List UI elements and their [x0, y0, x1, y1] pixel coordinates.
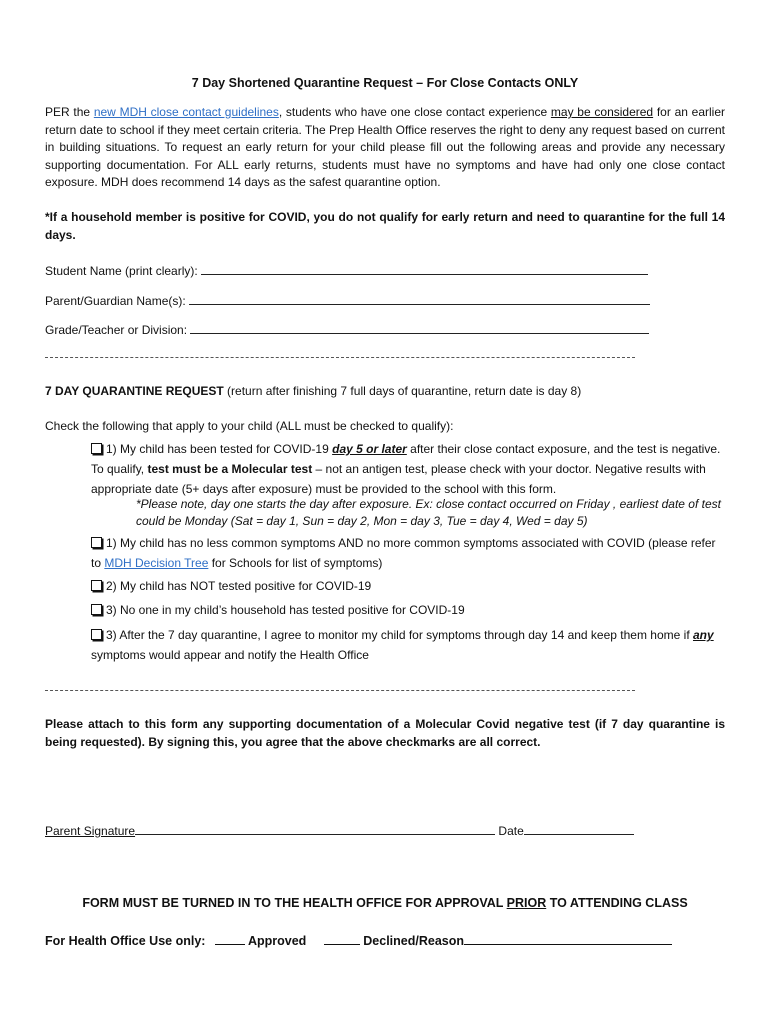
item-text: symptoms would appear and notify the Health Office	[91, 648, 369, 662]
declined-label: Declined/Reason	[363, 934, 464, 948]
mdh-guidelines-link[interactable]: new MDH close contact guidelines	[93, 105, 279, 119]
grade-teacher-label: Grade/Teacher or Division:	[45, 323, 188, 337]
grade-teacher-field[interactable]	[45, 321, 649, 337]
item-emphasis: test must be a Molecular test	[147, 462, 313, 476]
notice-text-1: FORM MUST BE TURNED IN TO THE HEALTH OFFICE FOR APPROVAL	[82, 896, 507, 910]
request-heading	[45, 383, 725, 401]
checkbox-item-molecular-test[interactable]	[91, 439, 727, 499]
student-name-label: Student Name (print clearly):	[45, 264, 198, 278]
attach-note: Please attach to this form any supporting documentation of a Molecular Covid negative test (if 7 day quarantine is being requested). By signing this, you agree that the above checkmarks are all correct.	[45, 717, 725, 749]
parent-name-field[interactable]	[45, 292, 650, 308]
item-text: 1) My child has been tested for COVID-19	[106, 442, 333, 456]
submission-notice	[0, 896, 770, 910]
separator-2	[45, 690, 635, 691]
intro-text-2: , students who have one close contact experience	[278, 105, 551, 119]
checkbox-icon[interactable]	[91, 443, 102, 454]
checkbox-item-no-symptoms[interactable]	[91, 533, 727, 573]
checkbox-item-not-positive[interactable]	[91, 576, 727, 596]
office-label: For Health Office Use only:	[45, 934, 206, 948]
form-title: 7 Day Shortened Quarantine Request – For Close Contacts ONLY	[191, 76, 579, 90]
item-text: 3) After the 7 day quarantine, I agree to monitor my child for symptoms through day 14 and keep them home if	[106, 628, 693, 642]
intro-underlined: may be considered	[550, 105, 654, 119]
reason-input[interactable]	[464, 932, 672, 945]
item-text: 3) No one in my child’s household has tested positive for COVID-19	[106, 603, 465, 617]
health-office-section	[45, 932, 672, 948]
approved-label: Approved	[247, 934, 307, 948]
intro-paragraph	[45, 104, 725, 192]
checkbox-icon[interactable]	[91, 580, 102, 591]
parent-name-label: Parent/Guardian Name(s):	[45, 294, 186, 308]
item-emphasis: day 5 or later	[332, 442, 407, 456]
request-subtext: (return after finishing 7 full days of quarantine, return date is day 8)	[223, 384, 582, 398]
grade-teacher-input[interactable]	[190, 321, 649, 334]
day-count-note: *Please note, day one starts the day after exposure. Ex: close contact occurred on Friday , earliest date of test could be Monday (Sat = day 1, Sun = day 2, Mon = day 3, Tue = day 4, Wed = day 5)	[136, 497, 721, 528]
approved-input[interactable]	[215, 932, 245, 945]
parent-signature-input[interactable]	[135, 822, 495, 835]
check-instructions: Check the following that apply to your child (ALL must be checked to qualify):	[45, 419, 454, 433]
student-name-input[interactable]	[201, 262, 648, 275]
item-text: after their close contact exposure, and the test is negative. To qualify,	[91, 442, 721, 476]
parent-signature-label: Parent Signature	[45, 824, 136, 838]
separator-1	[45, 357, 635, 358]
mdh-decision-tree-link[interactable]: MDH Decision Tree	[104, 556, 209, 570]
signature-row	[45, 822, 695, 838]
declined-input[interactable]	[324, 932, 360, 945]
notice-text-2: TO ATTENDING CLASS	[546, 896, 688, 910]
checkbox-icon[interactable]	[91, 629, 102, 640]
checkbox-item-monitor[interactable]	[91, 625, 727, 665]
date-input[interactable]	[524, 822, 634, 835]
household-note: *If a household member is positive for COVID, you do not qualify for early return and need to quarantine for the full 14 days.	[45, 210, 725, 242]
date-label: Date	[498, 824, 524, 838]
student-name-field[interactable]	[45, 262, 648, 278]
item-text: – not an antigen test, please check with your doctor. Negative results with appropriate date (5+ days after exposure) must be provided to the school with this form.	[91, 462, 706, 496]
intro-text-1: PER the	[45, 105, 94, 119]
checkbox-icon[interactable]	[91, 537, 102, 548]
request-title: 7 DAY QUARANTINE REQUEST	[45, 384, 224, 398]
notice-prior: PRIOR	[506, 896, 547, 910]
checkbox-item-household[interactable]	[91, 600, 727, 620]
parent-name-input[interactable]	[189, 292, 650, 305]
intro-text-3: for an earlier return date to school if they meet certain criteria. The Prep Health Office reserves the right to deny any request based on current in building situations. To request an early return for your child please fill out the following areas and provide any necessary supporting documentation. For ALL early returns, students must have no symptoms and have had only one close contact exposure. MDH does recommend 14 days as the safest quarantine option.	[45, 105, 726, 189]
checkbox-icon[interactable]	[91, 604, 102, 615]
item-text: for Schools for list of symptoms)	[208, 556, 383, 570]
item-text: 1) My child has no less common symptoms AND no more common symptoms associated with COVID (please refer to	[91, 536, 716, 570]
item-text: 2) My child has NOT tested positive for COVID-19	[106, 579, 372, 593]
item-emphasis: any	[692, 628, 714, 642]
